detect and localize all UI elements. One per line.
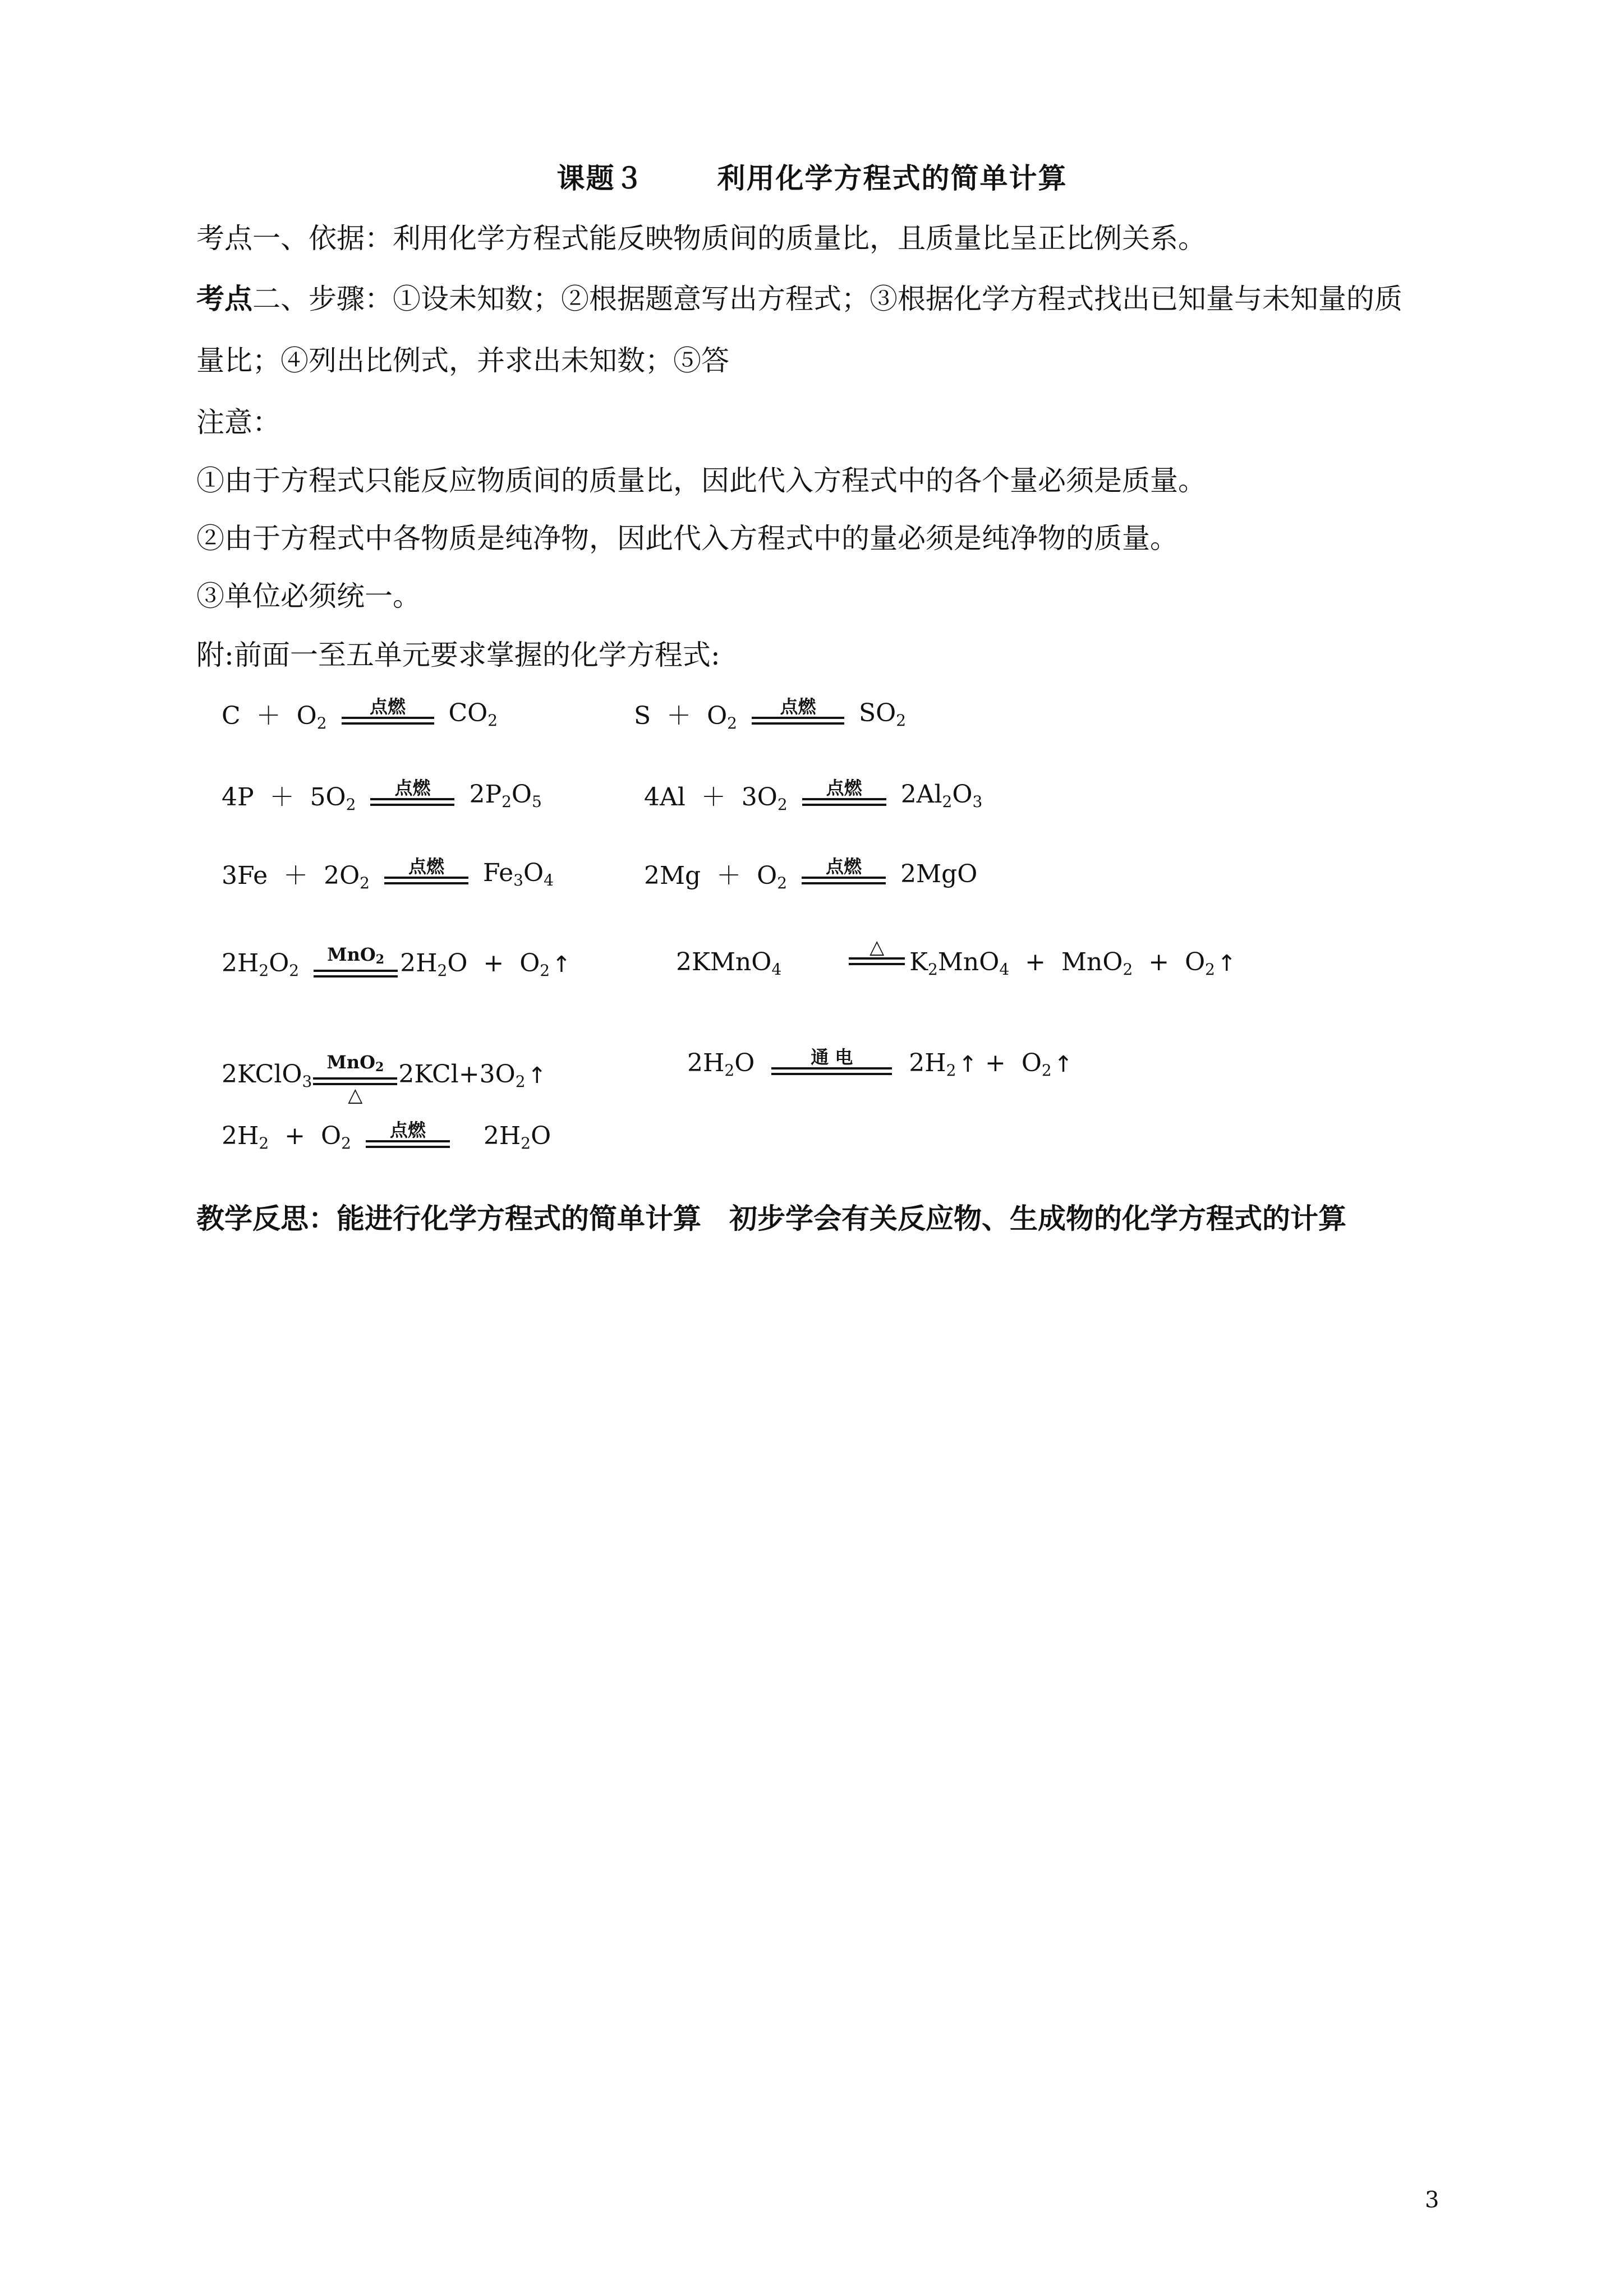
gas-arrow-icon: ↑ (527, 1062, 547, 1089)
heat-condition: △ (869, 935, 885, 958)
equation-h2o2-decomposition: $2H_2O_2$ MnO$_2$ $2H_2O + O_2$ ↑ (222, 944, 571, 980)
condition-label: 点燃 (389, 1119, 426, 1141)
appendix-label: 附:前面一至五单元要求掌握的化学方程式: (196, 639, 720, 671)
condition-label: 点燃 (394, 777, 431, 799)
note-1: ①由于方程式只能反应物质间的质量比，因此代入方程式中的各个量必须是质量。 (196, 464, 1206, 497)
point-two-line2: 量比；④列出比例式，并求出未知数；⑤答 (196, 344, 729, 377)
equation-p-combustion: $4P + 5O_2$ 点燃 $2P_2O_5$ (222, 777, 542, 814)
gas-arrow-icon: ↑ (958, 1051, 977, 1077)
condition-label: 点燃 (370, 696, 406, 717)
heat-condition: △ (348, 1084, 363, 1106)
point-two-line1: 考点二、步骤：①设未知数；②根据题意写出方程式；③根据化学方程式找出已知量与未知量的质 (196, 282, 1402, 315)
condition-label: 点燃 (408, 856, 444, 877)
equation-c-combustion: $C + O_2$ 点燃 $CO_2$ (222, 696, 498, 732)
gas-arrow-icon: ↑ (1053, 1051, 1073, 1077)
equation-kmno4-decomposition: 2KMnO$_4$ △ $K_2MnO_4 + MnO_2 + O_2$ ↑ (676, 935, 1236, 979)
condition-label: 点燃 (780, 696, 816, 717)
condition-label: 通 电 (811, 1046, 853, 1068)
equation-s-combustion: $S + O_2$ 点燃 $SO_2$ (634, 696, 907, 732)
teaching-reflection: 教学反思：能进行化学方程式的简单计算 初步学会有关反应物、生成物的化学方程式的计算 (196, 1202, 1346, 1235)
page-title (0, 156, 1624, 196)
equation-h2-combustion: $2H_2 + O_2$ 点燃 $2H_2O$ (222, 1119, 551, 1152)
equation-al-combustion: $4Al + 3O_2$ 点燃 $2Al_2O_3$ (644, 777, 983, 814)
condition-label: 点燃 (826, 777, 862, 799)
condition-label: 点燃 (826, 856, 862, 877)
note-2: ②由于方程式中各物质是纯净物，因此代入方程式中的量必须是纯净物的质量。 (196, 522, 1178, 555)
gas-arrow-icon: ↑ (1217, 950, 1236, 976)
equation-water-electrolysis: $2H_2O$ 通 电 $2H_2$ ↑ + $O_2$ ↑ (687, 1046, 1073, 1080)
note-3: ③单位必须统一。 (196, 580, 421, 612)
title-lesson-number: 课题３ (556, 162, 645, 195)
equation-fe-combustion: $3Fe + 2O_2$ 点燃 $Fe_3O_4$ (222, 856, 554, 892)
equation-mg-combustion: $2Mg + O_2$ 点燃 2MgO (644, 856, 978, 892)
gas-arrow-icon: ↑ (552, 951, 571, 978)
note-label: 注意： (196, 406, 280, 439)
page-number: 3 (1425, 2187, 1439, 2213)
point-one: 考点一、依据：利用化学方程式能反映物质间的质量比，且质量比呈正比例关系。 (196, 222, 1206, 255)
title-topic: 利用化学方程式的简单计算 (717, 162, 1068, 195)
equation-kclo3-decomposition: 2KClO$_3$ MnO$_2$ △ $2KCl+3O_2$ ↑ (222, 1052, 547, 1106)
